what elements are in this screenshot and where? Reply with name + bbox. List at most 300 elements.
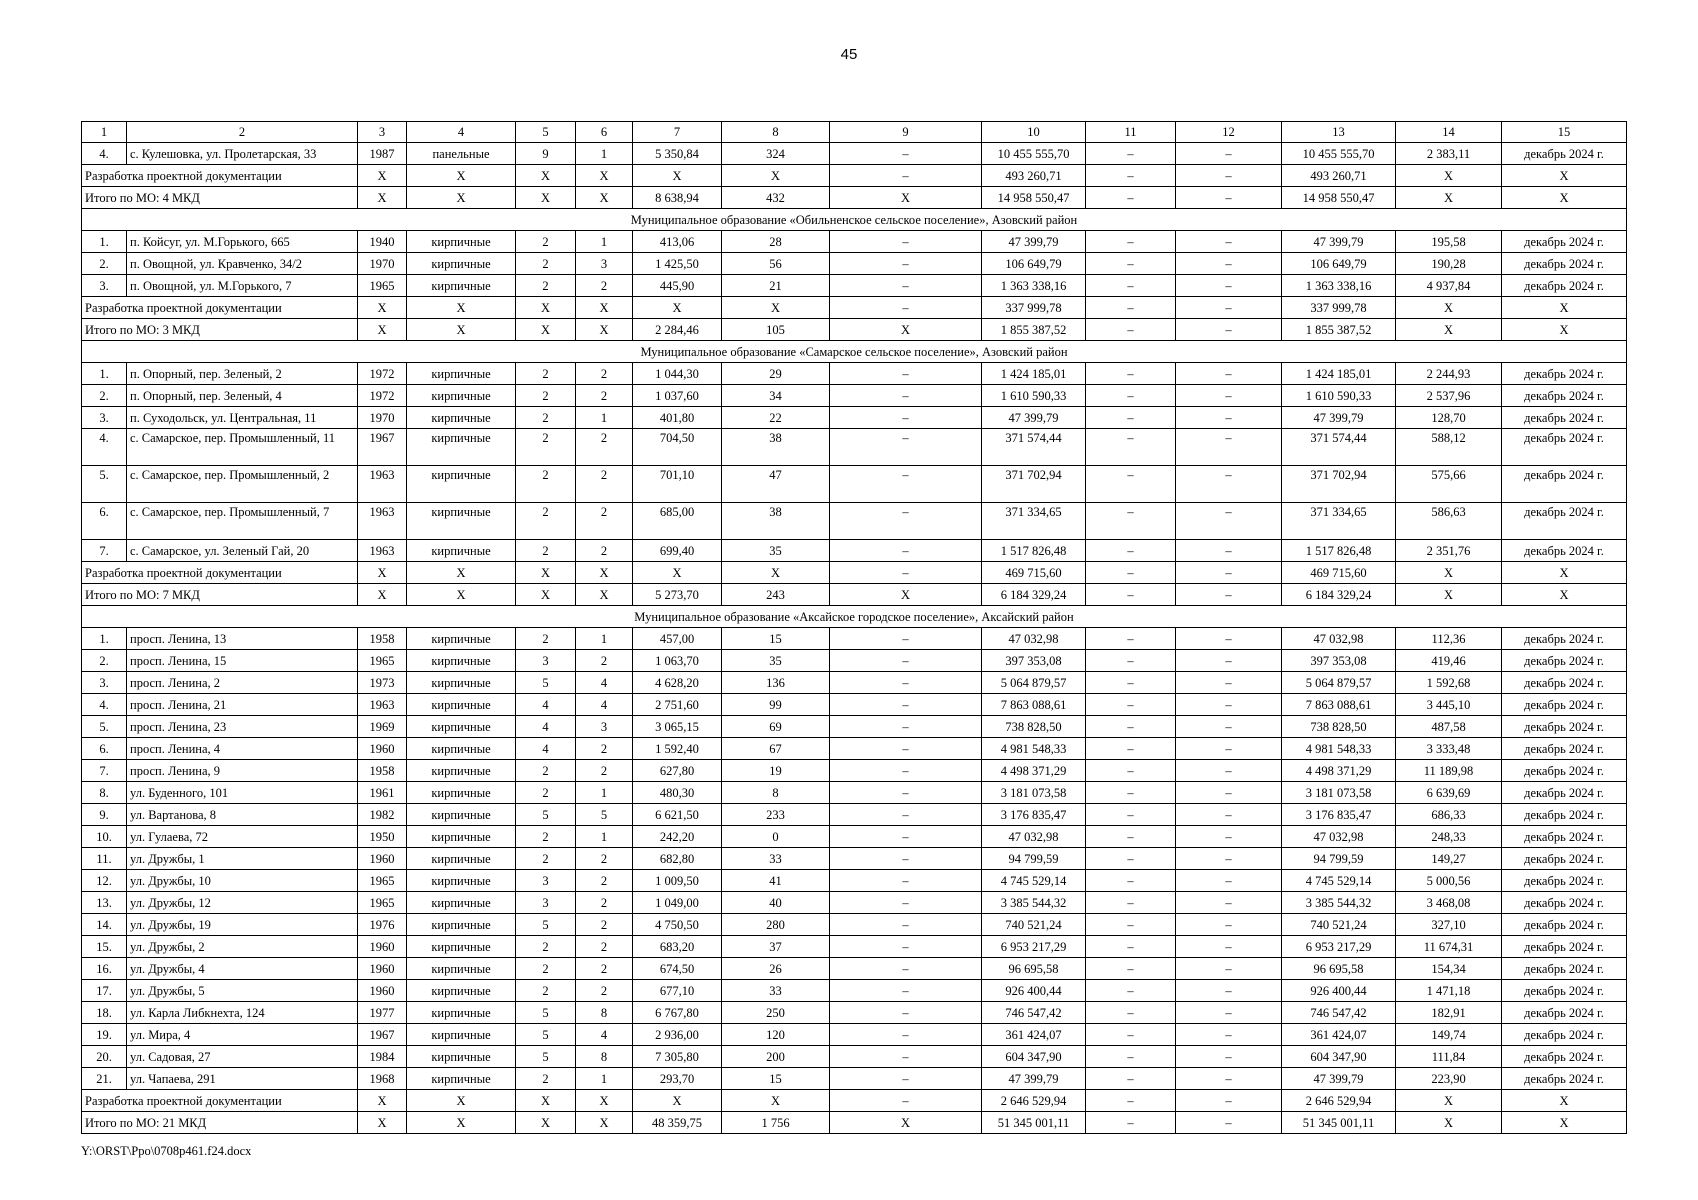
table-cell: 397 353,08 [982,650,1086,672]
table-cell: 926 400,44 [982,980,1086,1002]
table-cell: 740 521,24 [982,914,1086,936]
table-cell: – [1176,914,1282,936]
address-cell: просп. Ленина, 21 [127,694,358,716]
table-cell: 1 [576,143,633,165]
table-cell: – [830,980,982,1002]
summary-cell: X [358,187,407,209]
table-cell: 2 [516,503,576,540]
table-row [82,980,1627,1002]
table-cell: 3 385 544,32 [982,892,1086,914]
address-cell: с. Самарское, ул. Зеленый Гай, 20 [127,540,358,562]
table-cell: 5 [516,1046,576,1068]
table-row [82,429,1627,466]
row-number: 1. [82,231,127,253]
table-cell: – [1176,143,1282,165]
address-cell: просп. Ленина, 13 [127,628,358,650]
table-cell: – [1086,936,1176,958]
table-cell: 1977 [358,1002,407,1024]
table-cell: кирпичные [407,672,516,694]
table-cell: 2 [576,870,633,892]
table-cell: декабрь 2024 г. [1502,804,1627,826]
table-cell: 112,36 [1396,628,1502,650]
summary-cell: 6 184 329,24 [982,584,1086,606]
column-number-header [82,122,1627,143]
table-cell: 6 953 217,29 [982,936,1086,958]
table-cell: 1 363 338,16 [1282,275,1396,297]
summary-cell: X [1502,1112,1627,1134]
summary-cell: 2 646 529,94 [982,1090,1086,1112]
table-cell: 6 767,80 [633,1002,722,1024]
table-cell: 10 455 555,70 [1282,143,1396,165]
summary-cell: X [1396,1112,1502,1134]
summary-cell: – [1086,1090,1176,1112]
table-cell: 5 [516,804,576,826]
table-cell: 686,33 [1396,804,1502,826]
table-cell: 1967 [358,1024,407,1046]
table-cell: декабрь 2024 г. [1502,760,1627,782]
table-cell: – [830,672,982,694]
row-number: 2. [82,650,127,672]
table-cell: 419,46 [1396,650,1502,672]
table-cell: 1963 [358,466,407,503]
summary-cell: X [407,562,516,584]
table-cell: декабрь 2024 г. [1502,540,1627,562]
table-cell: – [1176,253,1282,275]
table-cell: кирпичные [407,385,516,407]
table-cell: кирпичные [407,936,516,958]
table-cell: декабрь 2024 г. [1502,848,1627,870]
table-cell: 136 [722,672,830,694]
table-body [82,122,1627,1134]
table-cell: 1982 [358,804,407,826]
table-cell: 47 032,98 [1282,628,1396,650]
table-cell: – [1176,540,1282,562]
table-cell: – [1086,1068,1176,1090]
table-cell: – [1176,385,1282,407]
table-cell: – [830,716,982,738]
table-cell: 1958 [358,628,407,650]
table-cell: 47 399,79 [1282,407,1396,429]
table-row [82,782,1627,804]
table-cell: 182,91 [1396,1002,1502,1024]
table-row [82,1046,1627,1068]
table-cell: 99 [722,694,830,716]
table-cell: – [830,466,982,503]
table-cell: 6 621,50 [633,804,722,826]
summary-cell: 2 284,46 [633,319,722,341]
table-cell: 627,80 [633,760,722,782]
table-cell: 38 [722,429,830,466]
table-cell: – [1176,760,1282,782]
table-cell: 413,06 [633,231,722,253]
table-cell: 1958 [358,760,407,782]
summary-row [82,1090,1627,1112]
table-row [82,694,1627,716]
table-cell: 2 [516,958,576,980]
summary-cell: – [1086,584,1176,606]
column-number-cell: 9 [830,122,982,143]
table-cell: – [1086,275,1176,297]
row-number: 21. [82,1068,127,1090]
section-header-row [82,209,1627,231]
table-cell: 4 745 529,14 [1282,870,1396,892]
table-cell: декабрь 2024 г. [1502,1046,1627,1068]
table-cell: – [1086,760,1176,782]
row-number: 6. [82,738,127,760]
table-cell: 35 [722,650,830,672]
table-cell: кирпичные [407,540,516,562]
table-cell: декабрь 2024 г. [1502,826,1627,848]
summary-cell: 1 855 387,52 [982,319,1086,341]
table-cell: – [1176,716,1282,738]
table-cell: 2 [576,760,633,782]
table-cell: 3 [576,716,633,738]
table-cell: кирпичные [407,870,516,892]
table-cell: – [830,143,982,165]
table-row [82,826,1627,848]
table-cell: 2 [516,1068,576,1090]
summary-cell: X [358,1112,407,1134]
table-cell: декабрь 2024 г. [1502,253,1627,275]
table-cell: 1965 [358,275,407,297]
table-cell: 4 [576,694,633,716]
table-cell: 149,27 [1396,848,1502,870]
table-cell: – [1176,650,1282,672]
row-number: 5. [82,716,127,738]
column-number-cell: 15 [1502,122,1627,143]
table-cell: кирпичные [407,429,516,466]
row-number: 20. [82,1046,127,1068]
table-cell: 480,30 [633,782,722,804]
table-cell: кирпичные [407,760,516,782]
table-cell: 21 [722,275,830,297]
column-number-cell: 11 [1086,122,1176,143]
table-cell: 22 [722,407,830,429]
table-cell: 96 695,58 [982,958,1086,980]
column-number-cell: 13 [1282,122,1396,143]
table-cell: – [1176,1068,1282,1090]
summary-cell: 469 715,60 [1282,562,1396,584]
table-cell: 746 547,42 [1282,1002,1396,1024]
row-number: 5. [82,466,127,503]
table-cell: – [830,892,982,914]
table-cell: кирпичные [407,694,516,716]
summary-cell: – [830,297,982,319]
table-cell: 1 037,60 [633,385,722,407]
summary-cell: 243 [722,584,830,606]
table-cell: 7 305,80 [633,1046,722,1068]
table-cell: – [830,804,982,826]
table-cell: 1965 [358,892,407,914]
table-cell: – [830,1024,982,1046]
address-cell: ул. Мира, 4 [127,1024,358,1046]
summary-cell: X [1396,165,1502,187]
row-number: 3. [82,275,127,297]
summary-label: Разработка проектной документации [82,1090,358,1112]
table-cell: – [1086,716,1176,738]
table-cell: 242,20 [633,826,722,848]
summary-cell: 432 [722,187,830,209]
summary-cell: – [1086,297,1176,319]
row-number: 1. [82,363,127,385]
summary-cell: X [830,1112,982,1134]
summary-label: Разработка проектной документации [82,297,358,319]
table-cell: – [1086,672,1176,694]
table-cell: 47 399,79 [1282,231,1396,253]
table-cell: 1 [576,1068,633,1090]
table-cell: кирпичные [407,804,516,826]
table-cell: 685,00 [633,503,722,540]
table-cell: 128,70 [1396,407,1502,429]
table-cell: 106 649,79 [1282,253,1396,275]
table-cell: 248,33 [1396,826,1502,848]
table-cell: – [1086,466,1176,503]
summary-cell: 51 345 001,11 [982,1112,1086,1134]
table-cell: – [830,650,982,672]
table-cell: декабрь 2024 г. [1502,143,1627,165]
summary-cell: X [633,562,722,584]
table-cell: 2 [576,958,633,980]
table-cell: – [1176,407,1282,429]
table-cell: 699,40 [633,540,722,562]
table-cell: 149,74 [1396,1024,1502,1046]
table-row [82,503,1627,540]
summary-cell: 48 359,75 [633,1112,722,1134]
summary-cell: – [1086,1112,1176,1134]
summary-cell: X [1502,562,1627,584]
summary-cell: X [358,584,407,606]
summary-cell: – [1176,1090,1282,1112]
table-cell: 8 [576,1046,633,1068]
row-number: 9. [82,804,127,826]
table-cell: 5 064 879,57 [1282,672,1396,694]
table-cell: – [830,1046,982,1068]
address-cell: просп. Ленина, 2 [127,672,358,694]
table-cell: декабрь 2024 г. [1502,275,1627,297]
table-cell: 2 751,60 [633,694,722,716]
table-cell: 200 [722,1046,830,1068]
table-cell: 250 [722,1002,830,1024]
summary-cell: X [1502,1090,1627,1112]
address-cell: п. Овощной, ул. М.Горького, 7 [127,275,358,297]
table-cell: 2 537,96 [1396,385,1502,407]
table-cell: 47 [722,466,830,503]
summary-cell: 5 273,70 [633,584,722,606]
table-cell: 1 592,68 [1396,672,1502,694]
summary-cell: X [407,1090,516,1112]
summary-cell: X [358,1090,407,1112]
table-row [82,385,1627,407]
column-number-cell: 14 [1396,122,1502,143]
table-cell: 445,90 [633,275,722,297]
table-cell: кирпичные [407,914,516,936]
table-cell: 2 [576,385,633,407]
column-number-cell: 10 [982,122,1086,143]
table-cell: 2 [516,253,576,275]
table-cell: 120 [722,1024,830,1046]
table-cell: – [1176,1002,1282,1024]
table-cell: 1 049,00 [633,892,722,914]
summary-cell: X [830,187,982,209]
table-row [82,716,1627,738]
table-cell: – [1086,892,1176,914]
table-cell: 1 363 338,16 [982,275,1086,297]
summary-cell: – [1176,165,1282,187]
table-cell: декабрь 2024 г. [1502,650,1627,672]
row-number: 12. [82,870,127,892]
row-number: 11. [82,848,127,870]
table-cell: 2 [516,782,576,804]
table-cell: 2 [516,540,576,562]
table-cell: 1960 [358,980,407,1002]
section-header-row [82,606,1627,628]
table-cell: 327,10 [1396,914,1502,936]
column-number-cell: 4 [407,122,516,143]
summary-cell: X [633,165,722,187]
table-cell: кирпичные [407,628,516,650]
row-number: 3. [82,407,127,429]
table-cell: 738 828,50 [982,716,1086,738]
address-cell: просп. Ленина, 23 [127,716,358,738]
table-cell: – [1176,936,1282,958]
table-cell: 34 [722,385,830,407]
table-cell: 29 [722,363,830,385]
table-cell: – [830,1068,982,1090]
table-cell: – [1176,503,1282,540]
table-cell: – [1086,1024,1176,1046]
table-cell: 2 [516,231,576,253]
table-cell: 1965 [358,870,407,892]
summary-cell: X [576,187,633,209]
table-cell: декабрь 2024 г. [1502,892,1627,914]
table-cell: 3 065,15 [633,716,722,738]
row-number: 1. [82,628,127,650]
table-cell: – [1176,363,1282,385]
summary-cell: X [576,165,633,187]
table-cell: – [830,848,982,870]
column-number-cell: 5 [516,122,576,143]
table-cell: 33 [722,848,830,870]
table-cell: – [1176,738,1282,760]
table-cell: кирпичные [407,738,516,760]
summary-cell: – [1176,187,1282,209]
table-cell: 4 [516,716,576,738]
table-cell: – [1176,628,1282,650]
table-cell: 94 799,59 [982,848,1086,870]
row-number: 10. [82,826,127,848]
table-cell: кирпичные [407,716,516,738]
table-cell: кирпичные [407,826,516,848]
table-cell: кирпичные [407,1002,516,1024]
table-cell: кирпичные [407,1046,516,1068]
table-cell: 2 [576,275,633,297]
table-cell: 4 [516,694,576,716]
table-cell: 4 [516,738,576,760]
table-cell: 1 [576,782,633,804]
row-number: 2. [82,385,127,407]
page-number: 45 [840,46,858,63]
table-row [82,1068,1627,1090]
summary-row [82,584,1627,606]
table-cell: – [1176,804,1282,826]
table-cell: 7 863 088,61 [982,694,1086,716]
summary-cell: – [1176,562,1282,584]
address-cell: ул. Чапаева, 291 [127,1068,358,1090]
table-cell: 1973 [358,672,407,694]
table-cell: 371 574,44 [1282,429,1396,466]
table-cell: – [830,914,982,936]
summary-label: Разработка проектной документации [82,165,358,187]
row-number: 18. [82,1002,127,1024]
table-cell: 19 [722,760,830,782]
table-cell: – [830,503,982,540]
column-number-cell: 8 [722,122,830,143]
summary-cell: 337 999,78 [982,297,1086,319]
summary-cell: – [1086,319,1176,341]
summary-cell: X [722,562,830,584]
table-cell: декабрь 2024 г. [1502,231,1627,253]
address-cell: ул. Дружбы, 1 [127,848,358,870]
summary-cell: X [830,584,982,606]
column-number-cell: 1 [82,122,127,143]
table-row [82,892,1627,914]
table-cell: 371 334,65 [982,503,1086,540]
table-cell: 1984 [358,1046,407,1068]
table-row [82,870,1627,892]
column-number-cell: 2 [127,122,358,143]
row-number: 7. [82,540,127,562]
table-cell: 1 [576,826,633,848]
table-row [82,760,1627,782]
address-cell: ул. Дружбы, 4 [127,958,358,980]
table-cell: 11 189,98 [1396,760,1502,782]
table-cell: 746 547,42 [982,1002,1086,1024]
summary-row [82,187,1627,209]
table-cell: кирпичные [407,407,516,429]
summary-cell: 6 184 329,24 [1282,584,1396,606]
summary-cell: X [576,584,633,606]
summary-cell: X [1396,562,1502,584]
row-number: 17. [82,980,127,1002]
address-cell: ул. Садовая, 27 [127,1046,358,1068]
table-row [82,1002,1627,1024]
table-cell: – [1176,694,1282,716]
table-cell: 6 639,69 [1396,782,1502,804]
table-cell: 2 [576,980,633,1002]
summary-cell: 8 638,94 [633,187,722,209]
file-path-footer: Y:\ORST\Ppo\0708p461.f24.docx [81,1144,252,1158]
summary-cell: – [1086,187,1176,209]
table-cell: декабрь 2024 г. [1502,1068,1627,1090]
table-cell: 682,80 [633,848,722,870]
summary-cell: X [722,297,830,319]
summary-cell: X [358,297,407,319]
table-cell: 41 [722,870,830,892]
address-cell: ул. Буденного, 101 [127,782,358,804]
table-cell: – [1086,540,1176,562]
table-cell: 106 649,79 [982,253,1086,275]
table-cell: 47 399,79 [982,1068,1086,1090]
table-cell: – [830,738,982,760]
table-cell: кирпичные [407,1068,516,1090]
summary-cell: X [576,562,633,584]
table-cell: – [1176,870,1282,892]
summary-cell: – [1176,1112,1282,1134]
table-row [82,407,1627,429]
table-row [82,1024,1627,1046]
table-cell: 1 425,50 [633,253,722,275]
address-cell: ул. Дружбы, 19 [127,914,358,936]
